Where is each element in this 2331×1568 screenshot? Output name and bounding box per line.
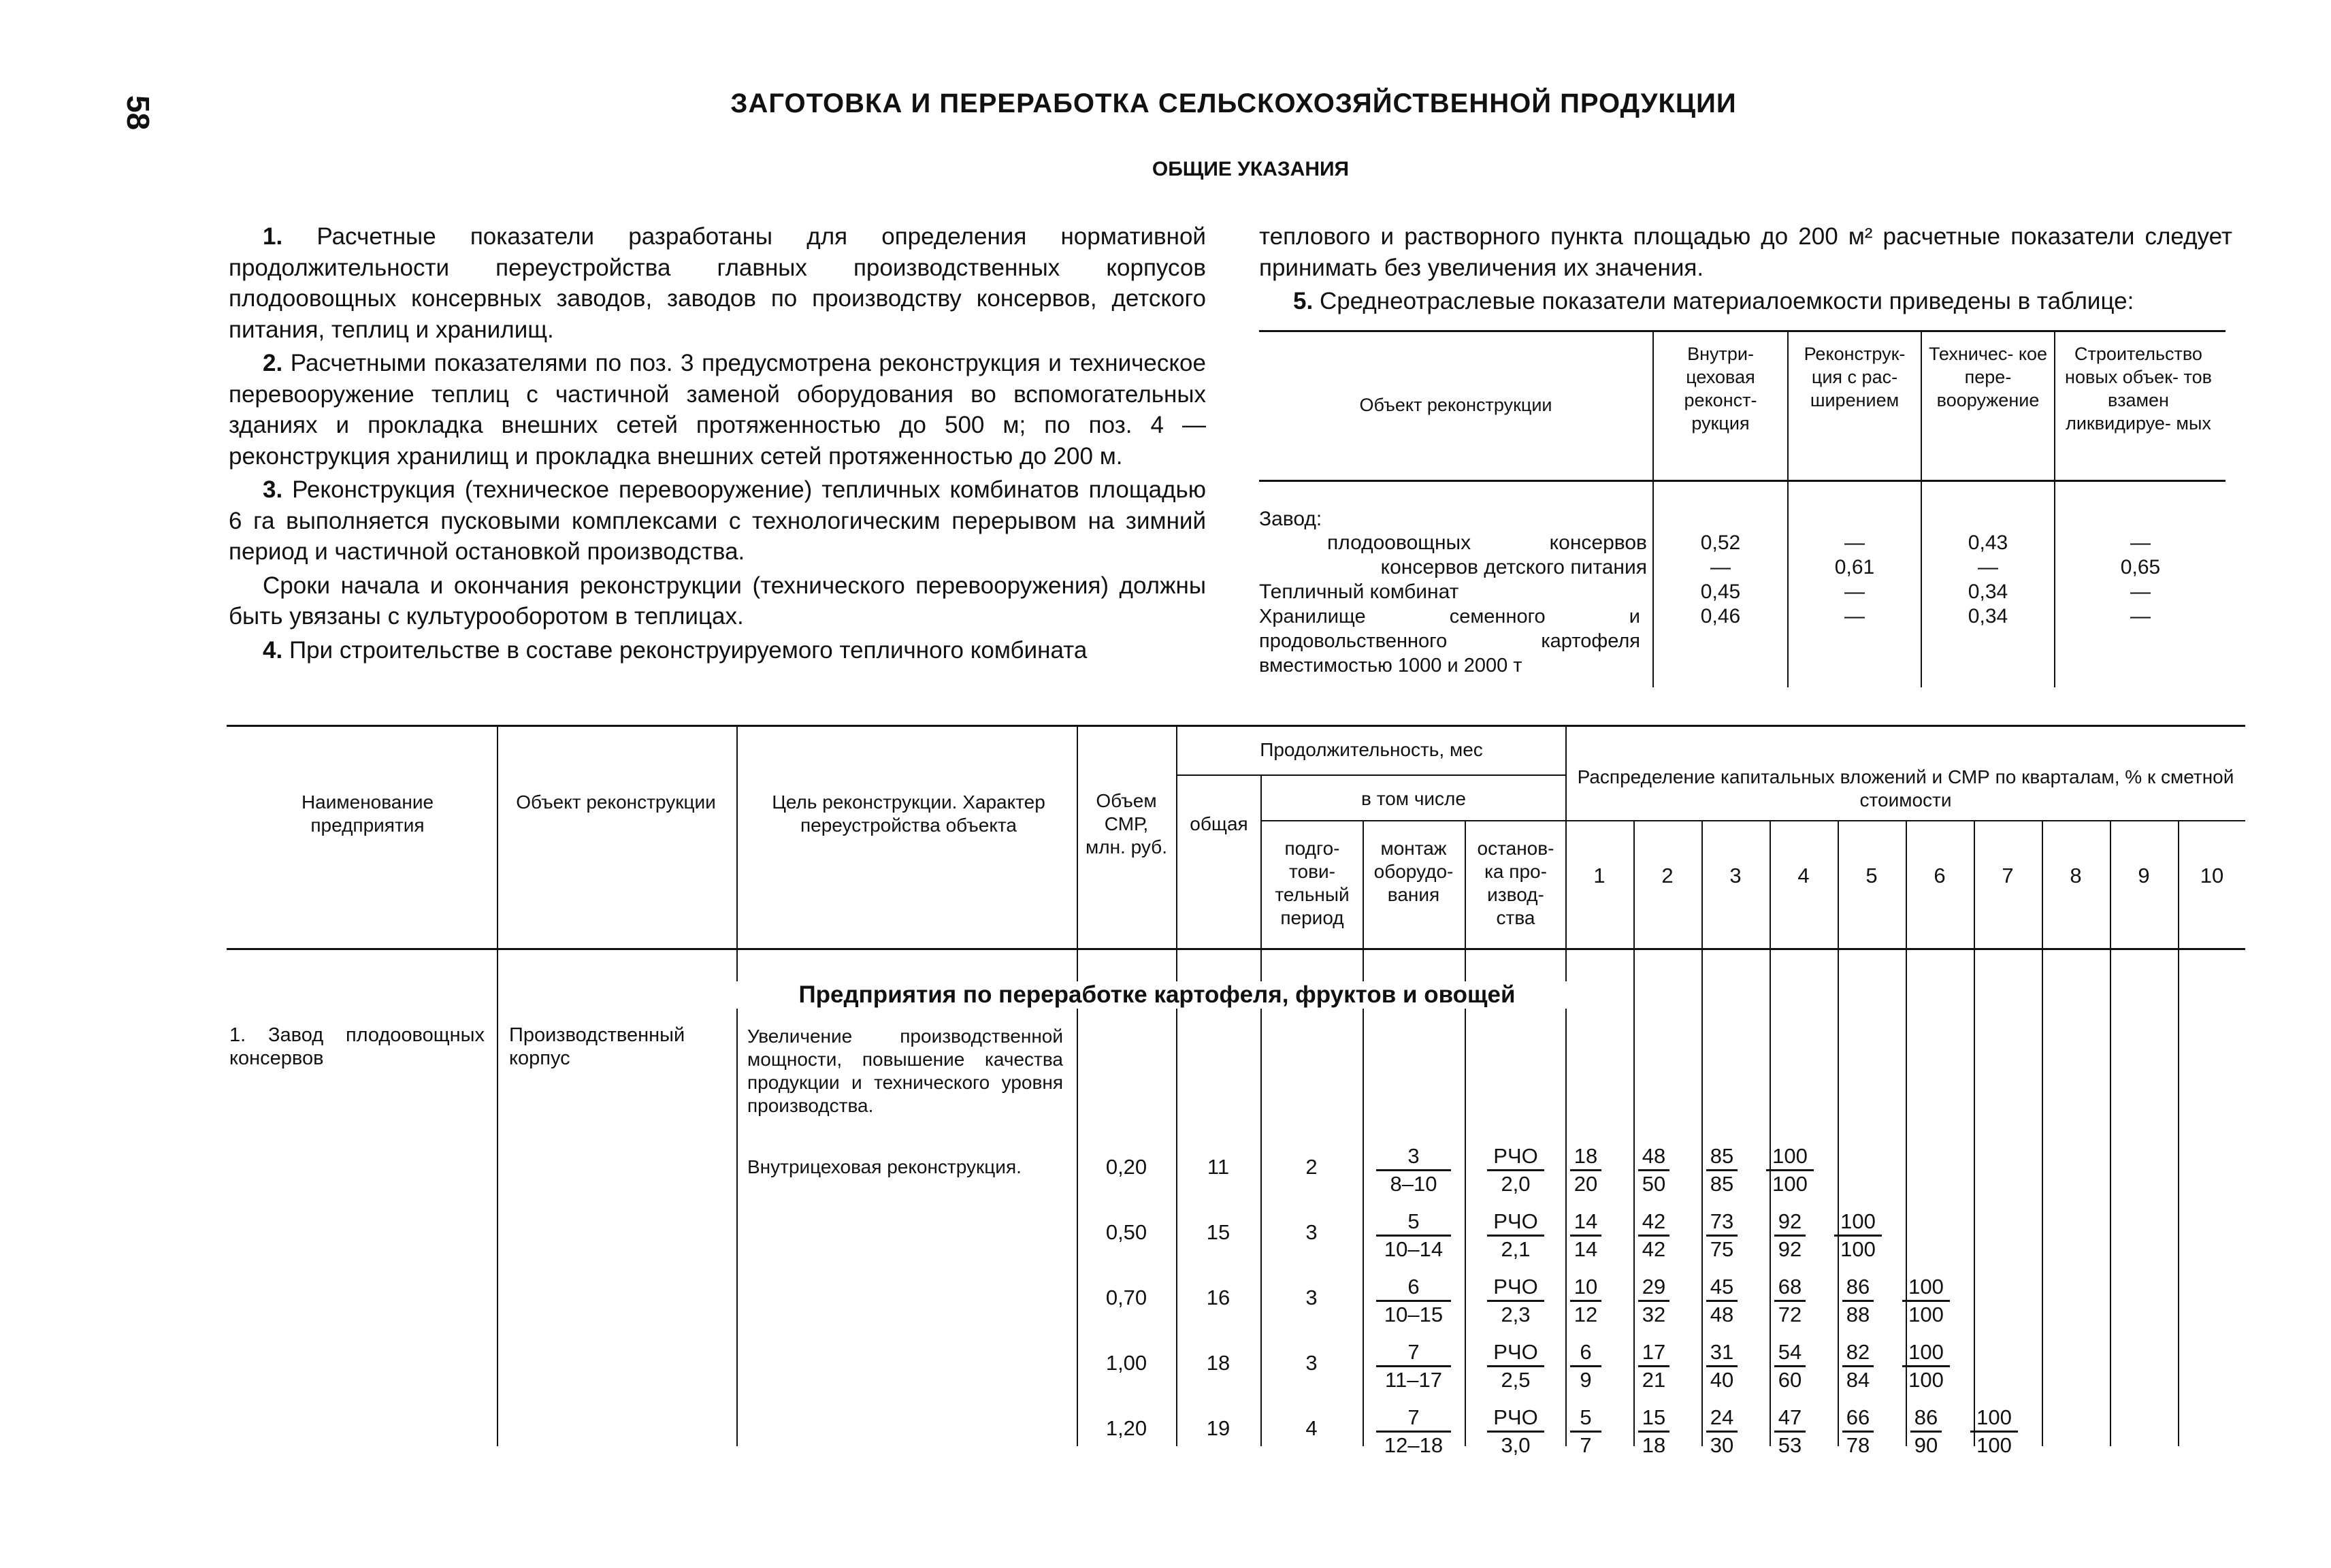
install-fraction: $\frac{7}{12-18}$	[1376, 1405, 1451, 1458]
paragraph-1: 1. Расчетные показатели разработаны для определения нормативной продолжительности переустройства главных производственных корпусов плодоовощных консервных заводов, заводов по производству консервов, детского питания, теплиц и хранилищ.	[229, 223, 1206, 343]
header-quarter: 3	[1729, 864, 1742, 887]
install-fraction: $\frac{3}{8-10}$	[1376, 1143, 1451, 1197]
header-object: Объект реконструкции	[516, 791, 716, 813]
materials-value: —	[1710, 556, 1731, 578]
quarter-fraction: $\frac{10}{12}$	[1570, 1274, 1601, 1328]
quarter-fraction: $\frac{24}{30}$	[1706, 1405, 1738, 1458]
materials-value: —	[1844, 581, 1865, 603]
materials-value: 0,46	[1700, 605, 1741, 627]
paragraph-4-continued: теплового и растворного пункта площадью до 200 м² расчетные показатели следует принимать без увеличения их значения.	[1259, 223, 2232, 281]
prep-period-value: 3	[1305, 1351, 1318, 1375]
materials-row-name: Тепличный комбинат	[1259, 581, 1459, 603]
quarter-fraction: $\frac{5}{7}$	[1570, 1405, 1601, 1458]
right-text-column	[1259, 221, 2232, 317]
quarter-fraction: $\frac{73}{75}$	[1706, 1209, 1738, 1262]
quarter-fraction: $\frac{18}{20}$	[1570, 1143, 1601, 1197]
section-heading: Предприятия по переработке картофеля, фруктов и овощей	[681, 981, 1633, 1009]
total-duration-value: 18	[1206, 1351, 1230, 1375]
materials-value: —	[1844, 532, 1865, 554]
materials-row-name: консервов детского питания	[1380, 556, 1647, 578]
header-duration: Продолжительность, мес	[1260, 739, 1483, 760]
quarter-fraction: $\frac{82}{84}$	[1842, 1339, 1874, 1393]
materials-value: —	[1844, 605, 1865, 627]
volume-value: 0,20	[1105, 1155, 1147, 1179]
quarter-fraction: $\frac{86}{88}$	[1842, 1274, 1874, 1328]
quarter-fraction: $\frac{47}{53}$	[1774, 1405, 1806, 1458]
materials-value: 0,65	[2120, 556, 2161, 578]
paragraph-3b: Сроки начала и окончания реконструкции (технического перевооружения) должны быть увязаны с культурооборотом в теплицах.	[229, 572, 1206, 630]
install-fraction: $\frac{7}{11-17}$	[1376, 1339, 1451, 1393]
object-name: Производственный корпус	[509, 1024, 685, 1069]
install-fraction: $\frac{6}{10-15}$	[1376, 1274, 1451, 1328]
materials-value: 0,52	[1700, 532, 1741, 554]
header-enterprise: Наименование предприятия	[301, 791, 434, 836]
stop-fraction: РЧО 2,0	[1487, 1143, 1544, 1197]
quarter-fraction: $\frac{86}{90}$	[1910, 1405, 1942, 1458]
header-quarter: 5	[1865, 864, 1878, 887]
quarter-fraction: $\frac{15}{18}$	[1638, 1405, 1669, 1458]
materials-value: —	[2130, 532, 2151, 554]
page-number: 58	[120, 95, 156, 131]
header-goal: Цель реконструкции. Характер переустройства объекта	[772, 791, 1045, 836]
section-subtitle: ОБЩИЕ УКАЗАНИЯ	[1152, 158, 1350, 180]
quarter-fraction: $\frac{100}{100}$	[1834, 1209, 1882, 1262]
stop-fraction: РЧО 3,0	[1487, 1405, 1544, 1458]
prep-period-value: 3	[1305, 1220, 1318, 1244]
materials-header-c1: Внутри- цеховая реконст- рукция	[1684, 344, 1757, 434]
paragraph-2: 2. Расчетными показателями по поз. 3 предусмотрена реконструкция и техническое перевооружение теплиц с частичной заменой оборудования во вспомогательных зданиях и прокладка внешних сетей протяженностью до 500 м; по поз. 4 — реконструкция хранилищ и прокладка внешних сетей протяженностью до 200 м.	[229, 350, 1206, 470]
prep-period-value: 2	[1305, 1155, 1318, 1179]
paragraph-3: 3. Реконструкция (техническое перевооружение) тепличных комбинатов площадью 6 га выполняется пусковыми комплексами с технологическим перерывом на зимний период и частичной остановкой производства.	[229, 476, 1206, 565]
header-total: общая	[1190, 813, 1248, 834]
materials-value: 0,45	[1700, 581, 1741, 603]
total-duration-value: 16	[1206, 1286, 1230, 1309]
paragraph-4: 4. При строительстве в составе реконструируемого тепличного комбината	[263, 636, 1088, 664]
paragraph-5: 5. Среднеотраслевые показатели материалоемкости приведены в таблице:	[1293, 288, 2134, 314]
quarter-fraction: $\frac{66}{78}$	[1842, 1405, 1874, 1458]
quarter-fraction: $\frac{92}{92}$	[1774, 1209, 1806, 1262]
volume-value: 0,50	[1105, 1220, 1147, 1244]
header-distribution: Распределение капитальных вложений и СМР по кварталам, % к сметной стоимости	[1577, 766, 2234, 811]
quarter-fraction: $\frac{42}{42}$	[1638, 1209, 1669, 1262]
goal-text-b: Внутрицеховая реконструкция.	[747, 1156, 1022, 1177]
materials-header-c2: Реконструк- ция с рас- ширением	[1804, 344, 1906, 410]
enterprise-name: 1. Завод плодоовощных консервов	[229, 1024, 485, 1069]
header-stop: останов- ка про- извод- ства	[1477, 838, 1554, 928]
materials-value: 0,61	[1834, 556, 1875, 578]
materials-value: —	[2130, 605, 2151, 627]
total-duration-value: 15	[1206, 1220, 1230, 1244]
left-text-column	[229, 221, 1206, 666]
stop-fraction: РЧО 2,3	[1487, 1274, 1544, 1328]
stop-fraction: РЧО 2,5	[1487, 1339, 1544, 1393]
materials-group-label: Завод:	[1259, 508, 1322, 530]
header-install: монтаж оборудо- вания	[1373, 838, 1454, 905]
materials-header-c4: Строительство новых объек- тов взамен ликвидируе- мых	[2065, 344, 2212, 434]
total-duration-value: 11	[1207, 1155, 1230, 1179]
page-title: ЗАГОТОВКА И ПЕРЕРАБОТКА СЕЛЬСКОХОЗЯЙСТВЕННОЙ ПРОДУКЦИИ	[730, 88, 1737, 118]
header-including: в том числе	[1361, 788, 1466, 809]
quarter-fraction: $\frac{54}{60}$	[1774, 1339, 1806, 1393]
header-quarter: 8	[2070, 864, 2082, 887]
header-volume: Объем СМР, млн. руб.	[1086, 790, 1167, 858]
prep-period-value: 3	[1305, 1286, 1318, 1309]
materials-value: —	[1978, 556, 1998, 578]
quarter-fraction: $\frac{85}{85}$	[1706, 1143, 1738, 1197]
materials-row-name: плодоовощных консервов	[1327, 532, 1647, 554]
materials-header-object: Объект реконструкции	[1359, 395, 1552, 415]
materials-row-name: Хранилище семенного и продовольственного картофеля вместимостью 1000 и 2000 т	[1259, 606, 1640, 676]
quarter-fraction: $\frac{45}{48}$	[1706, 1274, 1738, 1328]
header-quarter: 2	[1661, 864, 1674, 887]
header-quarter: 7	[2002, 864, 2014, 887]
header-quarter: 10	[2200, 864, 2224, 887]
quarter-fraction: $\frac{68}{72}$	[1774, 1274, 1806, 1328]
goal-text: Увеличение производственной мощности, повышение качества продукции и технического уровня производства.	[747, 1026, 1063, 1116]
total-duration-value: 19	[1206, 1416, 1230, 1440]
volume-value: 1,00	[1105, 1351, 1147, 1375]
quarter-fraction: $\frac{6}{9}$	[1570, 1339, 1601, 1393]
materials-header-c3: Техничес- кое пере- вооружение	[1928, 344, 2048, 410]
quarter-fraction: $\frac{29}{32}$	[1638, 1274, 1669, 1328]
volume-value: 1,20	[1105, 1416, 1147, 1440]
quarter-fraction: $\frac{100}{100}$	[1970, 1405, 2018, 1458]
header-quarter: 4	[1797, 864, 1810, 887]
header-prep: подго- тови- тельный период	[1275, 838, 1350, 928]
header-quarter: 1	[1593, 864, 1605, 887]
materials-value: —	[2130, 581, 2151, 603]
quarter-fraction: $\frac{31}{40}$	[1706, 1339, 1738, 1393]
quarter-fraction: $\frac{100}{100}$	[1902, 1339, 1950, 1393]
prep-period-value: 4	[1305, 1416, 1318, 1440]
quarter-fraction: $\frac{48}{50}$	[1638, 1143, 1669, 1197]
quarter-fraction: $\frac{14}{14}$	[1570, 1209, 1601, 1262]
header-quarter: 6	[1934, 864, 1946, 887]
quarter-fraction: $\frac{17}{21}$	[1638, 1339, 1669, 1393]
quarter-fraction: $\frac{100}{100}$	[1766, 1143, 1814, 1197]
stop-fraction: РЧО 2,1	[1487, 1209, 1544, 1262]
header-quarter: 9	[2138, 864, 2150, 887]
materials-value: 0,34	[1968, 581, 2008, 603]
install-fraction: $\frac{5}{10-14}$	[1376, 1209, 1451, 1262]
materials-value: 0,34	[1968, 605, 2008, 627]
quarter-fraction: $\frac{100}{100}$	[1902, 1274, 1950, 1328]
volume-value: 0,70	[1105, 1286, 1147, 1309]
materials-value: 0,43	[1968, 532, 2008, 554]
